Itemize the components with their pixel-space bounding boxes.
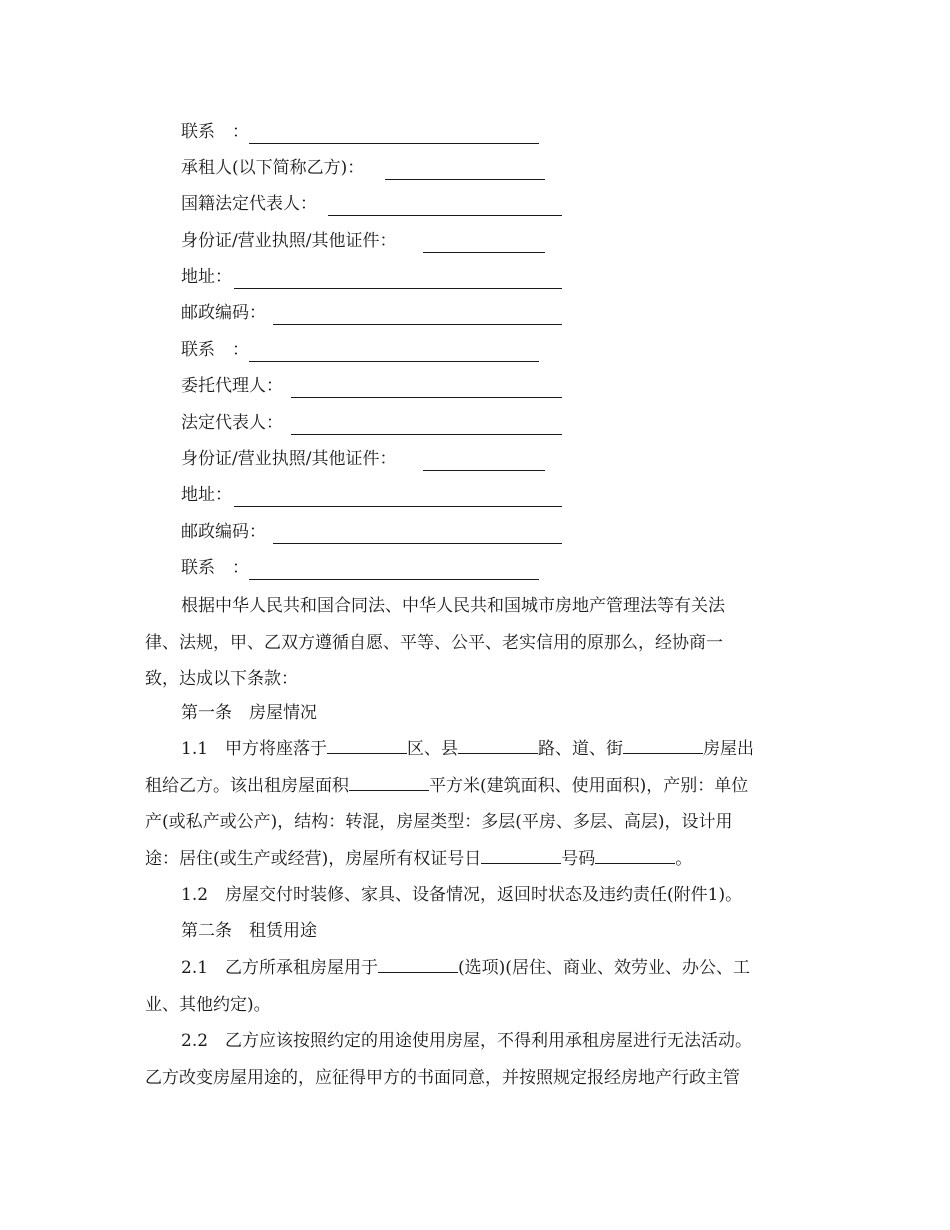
clause-1-1 <box>145 731 805 877</box>
agent-blank[interactable] <box>291 374 562 398</box>
address-field-2 <box>181 483 566 507</box>
article-2-title: 第二条 租赁用途 <box>181 921 317 941</box>
id-license-field-1 <box>181 229 551 253</box>
id-license-blank-2[interactable] <box>423 447 545 471</box>
field-label: 地址： <box>181 267 232 287</box>
legal-rep-field <box>181 411 566 435</box>
clause-2-1-text-a: 2.1 乙方所承租房屋用于 <box>181 958 379 978</box>
contact-blank-3[interactable] <box>249 556 539 580</box>
clause-1-2-line: 1.2 房屋交付时装修、家具、设备情况，返回时状态及违约责任(附件1)。 <box>181 885 743 905</box>
postal-code-field-2 <box>181 520 566 544</box>
certificate-date-blank[interactable] <box>481 846 561 864</box>
clause-1-1-line-4 <box>145 841 805 878</box>
clause-2-2-line-2: 乙方改变房屋用途的，应征得甲方的书面同意，并按照规定报经房地产行政主管 <box>145 1067 740 1088</box>
address-blank-2[interactable] <box>234 483 562 507</box>
location-blank[interactable] <box>327 736 407 754</box>
clause-1-1-text-i: 号码 <box>561 848 596 869</box>
field-label: 身份证/营业执照/其他证件： <box>181 449 397 469</box>
field-label: 联系 ： <box>181 558 249 578</box>
clause-2-1 <box>145 950 805 1023</box>
field-label: 联系 ： <box>181 122 249 142</box>
postal-code-blank-2[interactable] <box>273 520 562 544</box>
clause-1-1-text-a: 1.1 甲方将座落于 <box>181 739 328 759</box>
clause-1-1-line-1 <box>145 731 805 768</box>
contact-field-2 <box>181 338 541 362</box>
clause-2-1-line-1 <box>145 950 805 987</box>
id-license-field-2 <box>181 447 551 471</box>
clause-2-2 <box>145 1023 805 1096</box>
usage-blank[interactable] <box>378 955 458 973</box>
district-blank[interactable] <box>458 736 538 754</box>
nationality-rep-blank[interactable] <box>328 192 562 216</box>
field-label: 承租人(以下简称乙方)： <box>181 158 365 178</box>
preamble-line-3: 致，达成以下条款： <box>145 669 298 689</box>
clause-2-1-line-2: 业、其他约定)。 <box>145 994 271 1015</box>
area-blank[interactable] <box>349 773 429 791</box>
clause-1-1-line-3: 产(或私产或公产)，结构：转混，房屋类型：多层(平房、多层、高层)，设计用 <box>145 812 733 832</box>
clause-1-1-text-h: 途：居住(或生产或经营)，房屋所有权证号日 <box>145 848 482 869</box>
contact-blank-2[interactable] <box>249 338 539 362</box>
field-label: 法定代表人： <box>181 413 283 433</box>
certificate-number-blank[interactable] <box>595 846 675 864</box>
contact-field-1 <box>181 120 541 144</box>
field-label: 国籍法定代表人： <box>181 194 317 214</box>
clause-2-2-line-1: 2.2 乙方应该按照约定的用途使用房屋，不得利用承租房屋进行无法活动。 <box>181 1031 753 1051</box>
clause-1-1-text-j: 。 <box>675 848 693 869</box>
field-label: 地址： <box>181 485 232 505</box>
field-label: 委托代理人： <box>181 376 283 396</box>
agent-field <box>181 374 566 398</box>
postal-code-field-1 <box>181 301 566 325</box>
address-field-1 <box>181 265 566 289</box>
lessee-blank[interactable] <box>385 156 545 180</box>
lessee-field <box>181 156 551 180</box>
street-blank[interactable] <box>623 736 703 754</box>
field-label: 邮政编码： <box>181 303 266 323</box>
legal-rep-blank[interactable] <box>291 411 562 435</box>
field-label: 联系 ： <box>181 340 249 360</box>
clause-1-1-text-c: 路、道、街 <box>538 739 624 759</box>
contact-field-3 <box>181 556 541 580</box>
clause-1-1-text-b: 区、县 <box>407 739 459 759</box>
clause-1-2 <box>145 877 805 914</box>
clause-2-1-text-b: (选项)(居住、商业、效劳业、办公、工 <box>458 958 750 978</box>
postal-code-blank-1[interactable] <box>273 301 562 325</box>
address-blank-1[interactable] <box>234 265 562 289</box>
article-1-title: 第一条 房屋情况 <box>181 703 317 723</box>
clause-1-1-text-e: 租给乙方。该出租房屋面积 <box>145 775 349 796</box>
contact-blank-1[interactable] <box>249 120 539 144</box>
preamble-line-2: 律、法规，甲、乙双方遵循自愿、平等、公平、老实信用的原那么，经协商一 <box>145 632 723 653</box>
preamble-line-1: 根据中华人民共和国合同法、中华人民共和国城市房地产管理法等有关法 <box>181 596 725 616</box>
field-label: 邮政编码： <box>181 522 266 542</box>
field-label: 身份证/营业执照/其他证件： <box>181 231 397 251</box>
preamble-paragraph <box>145 588 805 698</box>
nationality-rep-field <box>181 192 566 216</box>
id-license-blank-1[interactable] <box>423 229 545 253</box>
clause-1-1-line-2 <box>145 768 805 805</box>
clause-1-1-text-d: 房屋出 <box>703 739 755 759</box>
clause-1-1-text-f: 平方米(建筑面积、使用面积)，产别：单位 <box>429 775 749 796</box>
